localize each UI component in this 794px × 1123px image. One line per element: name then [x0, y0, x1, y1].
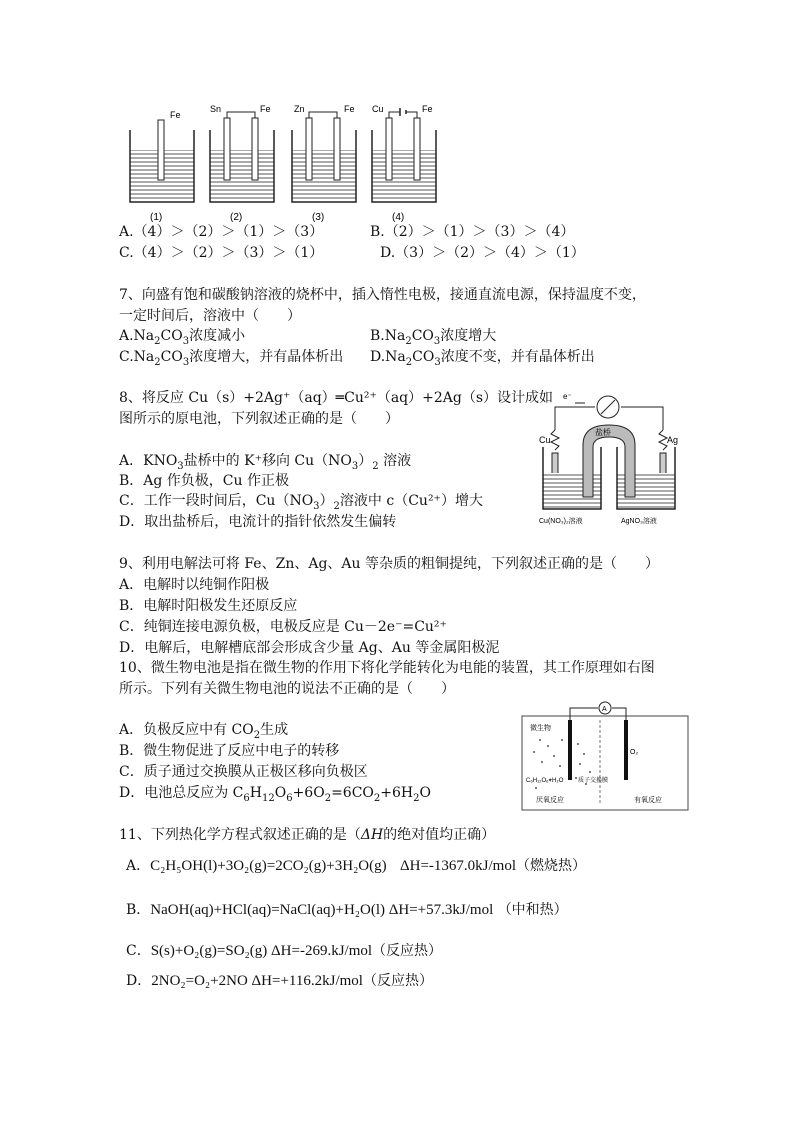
q9-option-d: D．电解后，电解槽底部会形成含少量 Ag、Au 等金属阳极泥 [119, 640, 500, 656]
beaker-3-caption: (3) [312, 212, 325, 223]
q8-right-solution-label: AgNO₃溶液 [621, 518, 657, 525]
q6-beaker-figure [120, 100, 440, 225]
q8-option-c: C．工作一段时间后，$Cu(NO_3)_2$溶液中 c（Cu²⁺）增大 [119, 493, 483, 512]
q6-option-b: B.（2）＞（1）＞（3）＞（4） [370, 224, 575, 240]
q7-stem-line1: 7、向盛有饱和碳酸钠溶液的烧杯中，插入惰性电极，接通直流电源，保持温度不变， [119, 287, 646, 303]
beaker-4-electrode-right: Fe [422, 104, 433, 114]
q7-stem-line2: 一定时间后，溶液中（ ） [119, 308, 301, 324]
q9-option-b: B．电解时阳极发生还原反应 [119, 598, 298, 614]
q10-stem-line1: 10、微生物电池是指在微生物的作用下将化学能转化为电能的装置，其工作原理如右图 [119, 660, 655, 676]
q10-microbial-cell-figure [520, 700, 690, 812]
q10-microbe-label: 微生物 [530, 725, 551, 732]
beaker-2-caption: (2) [230, 212, 243, 223]
q6-option-a: A.（4）＞（2）＞（1）＞（3） [119, 224, 324, 240]
beaker-4 [372, 104, 436, 202]
q10-glucose-label: C₆H₁₂O₆+H₂O [526, 778, 564, 784]
beaker-2 [210, 104, 274, 202]
q8-stem-line1: 8、将反应 Cu（s）+2Ag⁺（aq）═Cu²⁺（aq）+2Ag（s）设计成如 [119, 390, 554, 406]
q11-option-d: D．2NO₂=O₂+2NO ΔH=+116.2kJ/mol（反应热） [126, 973, 433, 989]
q10-stem-line2: 所示。下列有关微生物电池的说法不正确的是（ ） [119, 681, 455, 697]
q10-option-d: D．电池总反应为 $C_6H_{12}O_6+6O_2=6CO_2+6H_2O$ [119, 785, 431, 804]
q7-option-b: $B.Na_2CO_3$浓度增大 [370, 328, 497, 347]
q10-aerobic-label: 有氧反应 [634, 797, 662, 804]
q8-option-d: D．取出盐桥后，电流计的指针依然发生偏转 [119, 514, 397, 530]
q10-membrane-label: 质子交换膜 [578, 778, 609, 784]
q9-stem: 9、利用电解法可将 Fe、Zn、Ag、Au 等杂质的粗铜提纯，下列叙述正确的是（ ） [119, 556, 659, 572]
q11-option-c: C．S(s)+O₂(g)=SO₂(g) ΔH=-269.kJ/mol（反应热） [126, 943, 443, 959]
beaker-2-electrode-left: Sn [210, 104, 222, 114]
q6-option-d: D.（3）＞（2）＞（4）＞（1） [380, 245, 585, 261]
q8-option-b: B．Ag 作负极，Cu 作正极 [119, 473, 289, 489]
q8-option-a: A．$KNO_3$盐桥中的 K⁺移向 $Cu(NO_3)_2$ 溶液 [119, 453, 412, 472]
q8-cu-label: Cu [539, 435, 551, 445]
q8-galvanic-cell-figure [535, 385, 685, 530]
q8-ag-label: Ag [667, 435, 679, 445]
q7-option-d: $D.Na_2CO_3$浓度不变，并有晶体析出 [370, 349, 595, 368]
q8-stem-line2: 图所示的原电池，下列叙述正确的是（ ） [119, 411, 399, 427]
q11-option-a: A．C₂H₅OH(l)+3O₂(g)=2CO₂(g)+3H₂O(g) ΔH=-1367.0kJ/mol（燃烧热） [126, 858, 587, 874]
beaker-3-electrode-right: Fe [344, 104, 355, 114]
beaker-1 [130, 110, 194, 202]
q7-option-c: $C.Na_2CO_3$浓度增大，并有晶体析出 [119, 349, 344, 368]
beaker-4-electrode-left: Cu [372, 104, 384, 114]
beaker-2-electrode-right: Fe [260, 104, 271, 114]
q10-option-b: B．微生物促进了反应中电子的转移 [119, 743, 340, 759]
q10-anaerobic-label: 厌氧反应 [536, 797, 564, 804]
q8-electron-label: e⁻ [563, 392, 572, 401]
beaker-3 [292, 104, 356, 202]
beaker-1-electrode-label: Fe [170, 110, 181, 120]
q9-option-a: A．电解时以纯铜作阳极 [119, 577, 270, 593]
q10-option-c: C．质子通过交换膜从正极区移向负极区 [119, 764, 368, 780]
q9-option-c: C．纯铜连接电源负极，电极反应是 Cu－2e⁻=Cu²⁺ [119, 619, 447, 635]
q11-stem: 11、下列热化学方程式叙述正确的是（ΔH的绝对值均正确） [119, 827, 496, 843]
q8-salt-bridge-label: 盐桥 [595, 428, 611, 437]
q10-o2-label: O₂ [630, 749, 639, 756]
q7-option-a: $A.Na_2CO_3$浓度减小 [119, 328, 246, 347]
q6-option-c: C.（4）＞（2）＞（3）＞（1） [119, 245, 324, 261]
beaker-1-caption: (1) [150, 212, 163, 223]
q10-ammeter-label: A [602, 706, 607, 713]
beaker-4-caption: (4) [392, 212, 405, 223]
q11-option-b: B．NaOH(aq)+HCl(aq)=NaCl(aq)+H₂O(l) ΔH=+57.3kJ/mol （中和热） [126, 902, 568, 918]
beaker-3-electrode-left: Zn [294, 104, 305, 114]
q10-option-a: A．负极反应中有 $CO_2$生成 [119, 722, 289, 741]
q8-left-solution-label: Cu(NO₃)₂溶液 [539, 518, 583, 525]
